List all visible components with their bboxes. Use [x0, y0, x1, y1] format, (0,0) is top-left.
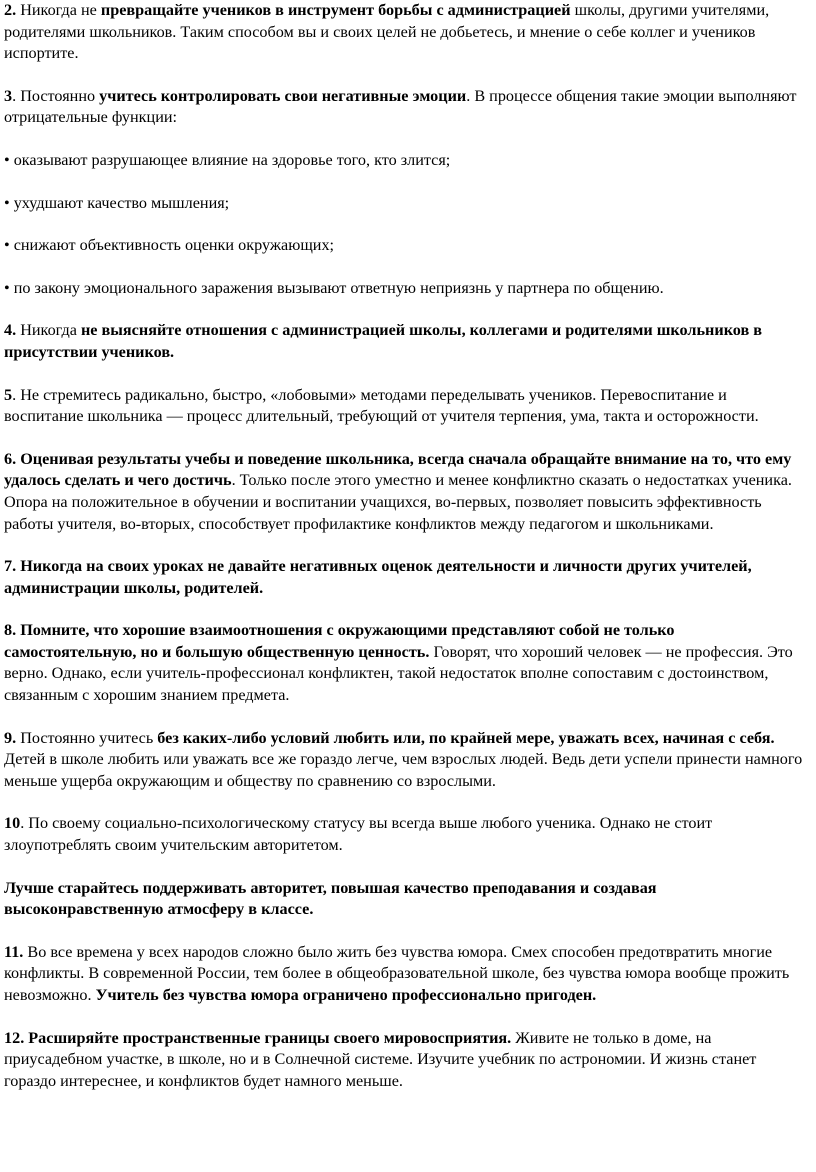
bold-text: Лучше старайтесь поддерживать авторитет, повышая качество преподавания и создавая высоконравственную атмосферу в классе. — [4, 878, 657, 919]
bold-text: 8. Помните, что хорошие взаимоотношения с окружающими представляют собой не только самостоятельную, но и большую общественную ценность. — [4, 621, 675, 661]
bullet-item: • снижают объективность оценки окружающих; — [4, 236, 335, 255]
item-number: 3 — [4, 86, 13, 105]
text: Детей в школе любить или уважать все же гораздо легче, чем взрослых людей. Ведь дети успели принести намного меньше ущерба окружающим и обществу по сравнению со взрослыми. — [4, 750, 803, 790]
paragraph-4 — [4, 320, 808, 363]
item-number: 11. — [4, 942, 24, 961]
text: . Постоянно — [12, 86, 100, 105]
item-number: 5 — [4, 385, 13, 404]
paragraph-3 — [4, 86, 808, 129]
text: Говорят, что хороший человек — не профессия. Это верно. Однако, если учитель-профессионал конфликтен, такой недостаток вполне сопоставим с достоинством, связанным с хорошим знанием предмета. — [4, 642, 793, 705]
bold-text: 6. Оценивая результаты учебы и поведение школьника, всегда сначала обращайте внимание на то, что ему удалось сделать и чего достичь — [4, 449, 792, 490]
bold-text: превращайте учеников в инструмент борьбы с администрацией — [100, 1, 571, 19]
bold-text: без каких-либо условий любить или, по крайней мере, уважать всех, начиная с себя. — [157, 728, 775, 747]
bold-text: 12. Расширяйте пространственные границы своего мировосприятия. — [4, 1028, 512, 1047]
paragraph-8 — [4, 620, 808, 706]
paragraph-10 — [4, 813, 808, 856]
text: . Только после этого уместно и менее конфликтно сказать о недостатках ученика. Опора на положительное в обучении и воспитании учащихся, во-первых, позволяет повысить эффективность работы учителя, во-вторых, способствует профилактике конфликтов между педагогом и школьниками. — [4, 471, 792, 533]
item-number: 2. — [4, 1, 17, 19]
bullet-item: • по закону эмоционального заражения вызывают ответную неприязнь у партнера по общению. — [4, 278, 664, 297]
text: Живите не только в доме, на приусадебном участке, в школе, но и в Солнечной системе. Изучите учебник по астрономии. И жизнь станет гораздо интереснее, и конфликтов будет намного меньше. — [4, 1028, 757, 1090]
paragraph-9 — [4, 728, 808, 793]
item-number: 9. — [4, 728, 17, 747]
paragraph-authority — [4, 878, 808, 921]
item-number: 10 — [4, 814, 21, 833]
text: Никогда — [16, 321, 81, 340]
bold-text: не выясняйте отношения с администрацией школы, коллегами и родителями школьников в присутствии учеников. — [4, 321, 763, 361]
text: Во все времена у всех народов сложно было жить без чувства юмора. Смех способен предотвратить многие конфликты. В современной России, тем более в общеобразовательной школе, без чувства юмора вообще прожить невозможно. — [4, 942, 790, 1004]
paragraph-5 — [4, 385, 808, 428]
paragraph-2 — [4, 0, 808, 65]
text: Никогда не — [16, 1, 101, 19]
bold-text: учитесь контролировать свои негативные эмоции — [99, 86, 467, 105]
paragraph-12 — [4, 1028, 808, 1093]
paragraph-6 — [4, 449, 808, 535]
paragraph-11 — [4, 942, 808, 1007]
text: Постоянно учитесь — [16, 728, 158, 747]
bold-text: 7. Никогда на своих уроках не давайте негативных оценок деятельности и личности других учителей, администрации школы, родителей. — [4, 557, 752, 597]
text: . Не стремитесь радикально, быстро, «лобовыми» методами переделывать учеников. Перевоспитание и воспитание школьника — процесс длительный, требующий от учителя терпения, ума, такта и осторожности. — [4, 385, 759, 426]
bullet-item: • ухудшают качество мышления; — [4, 193, 230, 212]
item-number: 4. — [4, 321, 17, 340]
bold-text: Учитель без чувства юмора ограничено профессионально пригоден. — [95, 986, 597, 1004]
text: школы, другими учителями, родителями школьников. Таким способом вы и своих целей не добьетесь, и мнение о себе коллег и учеников испортите. — [4, 1, 770, 63]
paragraph-7 — [4, 556, 808, 599]
bullet-item: • оказывают разрушающее влияние на здоровье того, кто злится; — [4, 150, 451, 169]
text: . В процессе общения такие эмоции выполняют отрицательные функции: — [4, 86, 797, 127]
text: . По своему социально-психологическому статусу вы всегда выше любого ученика. Однако не стоит злоупотреблять своим учительским авторитетом. — [4, 814, 713, 855]
